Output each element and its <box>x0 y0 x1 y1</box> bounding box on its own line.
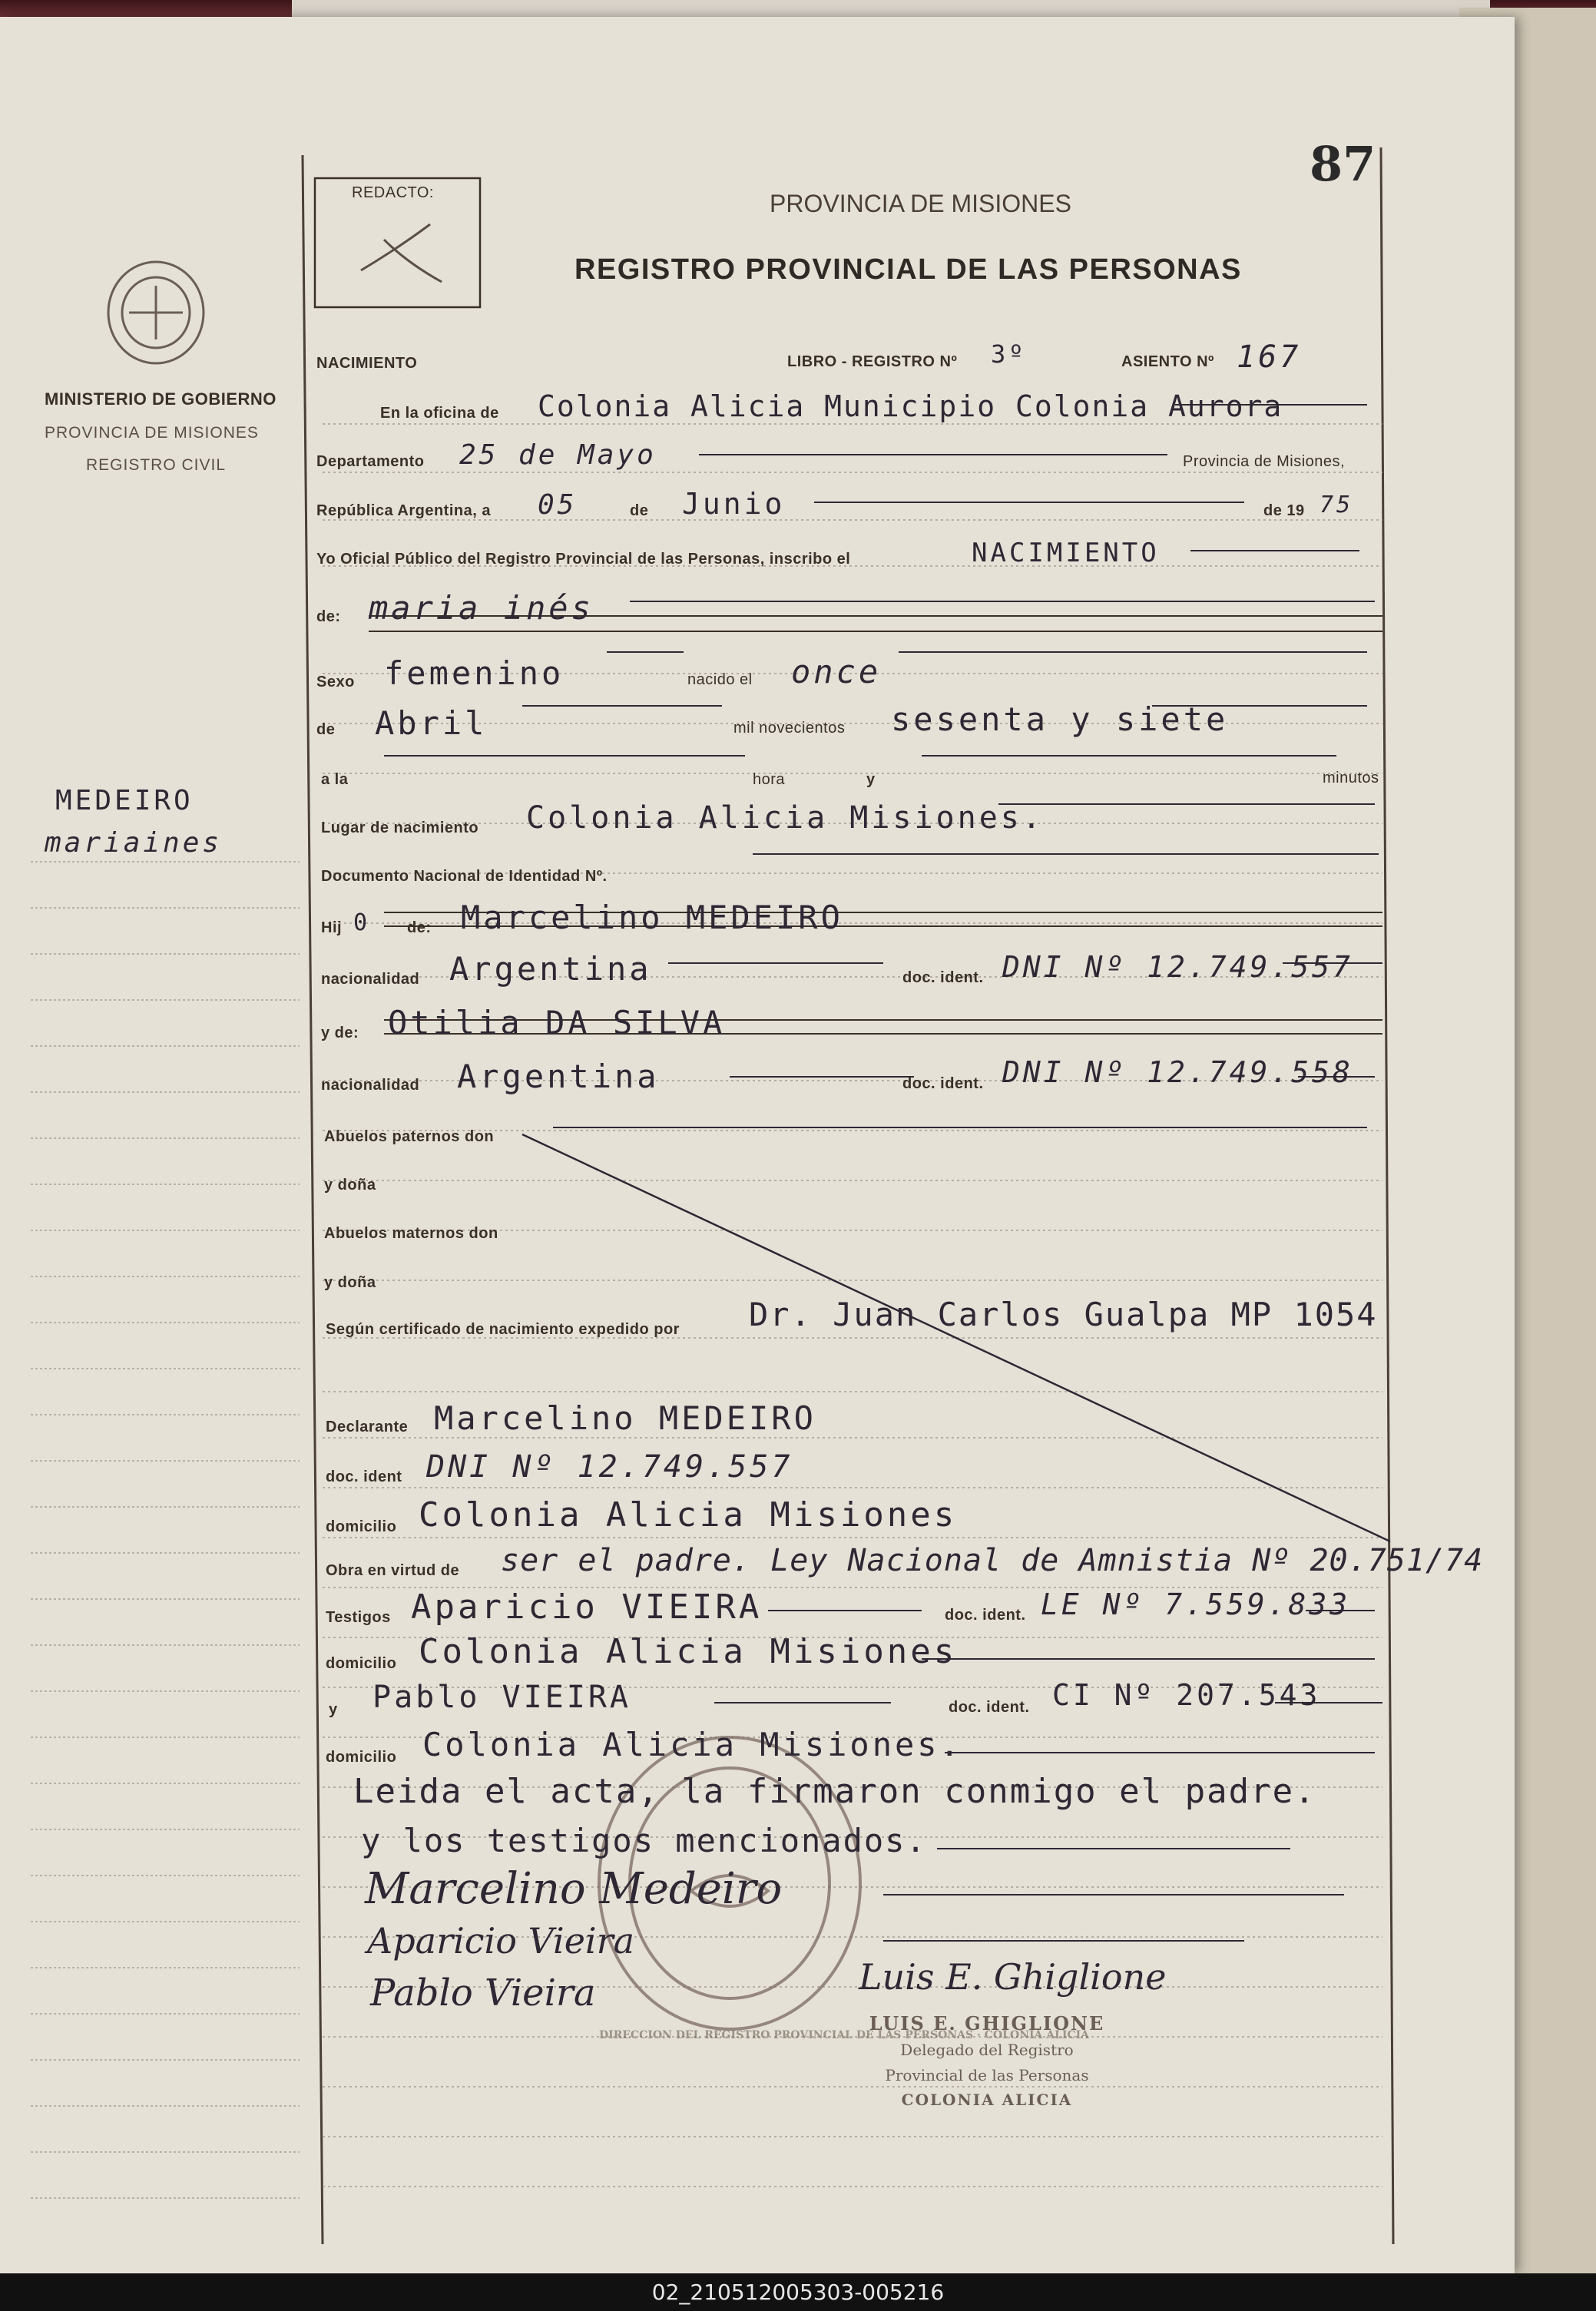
label-de-19: de 19 <box>1263 502 1305 519</box>
value-doc-declarante: DNI Nº 12.749.557 <box>426 1449 793 1485</box>
label-doc-madre: doc. ident. <box>902 1075 984 1092</box>
sidebar-ministerio: MINISTERIO DE GOBIERNO <box>45 389 276 409</box>
label-sexo: Sexo <box>316 674 355 690</box>
signature-testigo1: Aparicio Vieira <box>367 1920 635 1962</box>
stamp-line1: Delegado del Registro <box>900 2041 1074 2059</box>
value-dia-nac: once <box>791 653 882 690</box>
label-declarante: Declarante <box>326 1419 409 1435</box>
label-testigos: Testigos <box>326 1609 391 1626</box>
value-anio: 75 <box>1320 492 1354 518</box>
value-libro: 3º <box>991 339 1027 369</box>
value-acta-tipo: NACIMIENTO <box>972 538 1160 568</box>
label-segun-certificado: Según certificado de nacimiento expedido por <box>326 1321 680 1338</box>
label-asiento: ASIENTO Nº <box>1121 353 1214 370</box>
stamp-line3: COLONIA ALICIA <box>901 2091 1073 2109</box>
value-anio-nac: sesenta y siete <box>891 700 1229 738</box>
signature-oficial: Luis E. Ghiglione <box>859 1956 1167 1998</box>
value-doc-madre: DNI Nº 12.749.558 <box>1002 1055 1353 1089</box>
label-de-mes-nac: de <box>316 721 336 738</box>
label-y-dona-1: y doña <box>324 1177 376 1194</box>
value-nac-padre: Argentina <box>449 950 652 988</box>
value-hijo-suffix: 0 <box>353 909 371 936</box>
sidebar-provincia: PROVINCIA DE MISIONES <box>45 424 259 442</box>
value-oficina: Colonia Alicia Municipio Colonia Aurora <box>538 389 1283 423</box>
signature-testigo2: Pablo Vieira <box>370 1972 596 2015</box>
label-domicilio-declarante: domicilio <box>326 1518 397 1535</box>
value-doc-padre: DNI Nº 12.749.557 <box>1002 950 1353 984</box>
value-sexo: femenino <box>384 654 565 692</box>
stamp-line2: Provincial de las Personas <box>885 2066 1089 2084</box>
footer-bar <box>0 2273 1596 2311</box>
margin-surname: MEDEIRO <box>55 785 194 816</box>
value-departamento: 25 de Mayo <box>459 439 657 471</box>
value-asiento: 167 <box>1237 339 1302 375</box>
file-id: 02_210512005303-005216 <box>651 2280 945 2305</box>
closing-line-2: y los testigos mencionados. <box>361 1822 927 1859</box>
label-lugar: Lugar de nacimiento <box>321 819 479 836</box>
value-doc-testigo2: CI Nº 207.543 <box>1052 1678 1321 1712</box>
value-mes-nac: Abril <box>375 704 488 742</box>
label-domicilio-testigo2: domicilio <box>326 1749 397 1766</box>
value-certificado: Dr. Juan Carlos Gualpa MP 1054 <box>749 1296 1378 1333</box>
label-republica: República Argentina, a <box>316 502 491 519</box>
label-domicilio-testigo1: domicilio <box>326 1655 397 1672</box>
sidebar-registro: REGISTRO CIVIL <box>86 456 227 474</box>
value-testigo2: Pablo VIEIRA <box>373 1680 631 1715</box>
value-obra: ser el padre. Ley Nacional de Amnistia Nº 20.751/74 <box>501 1543 1484 1578</box>
label-obra: Obra en virtud de <box>326 1562 460 1579</box>
label-abuelos-paternos: Abuelos paternos don <box>324 1128 495 1145</box>
label-provincia-misiones: Provincia de Misiones, <box>1183 453 1346 470</box>
label-nacionalidad-padre: nacionalidad <box>321 971 420 988</box>
label-nacionalidad-madre: nacionalidad <box>321 1077 420 1094</box>
value-domicilio-testigo1: Colonia Alicia Misiones <box>419 1632 958 1671</box>
label-hora: hora <box>753 771 786 788</box>
value-declarante: Marcelino MEDEIRO <box>434 1399 816 1437</box>
value-dia: 05 <box>538 489 578 521</box>
header-province: PROVINCIA DE MISIONES <box>770 190 1071 217</box>
label-mil-novecientos: mil novecientos <box>733 720 846 737</box>
label-a-la: a la <box>321 771 349 788</box>
label-y-hora: y <box>866 771 876 788</box>
label-de-nombre: de: <box>316 608 341 625</box>
value-nac-madre: Argentina <box>457 1058 660 1095</box>
header-registry: REGISTRO PROVINCIAL DE LAS PERSONAS <box>574 253 1242 286</box>
round-stamp-text: DIRECCION DEL REGISTRO PROVINCIAL DE LAS PERSONAS · COLONIA ALICIA <box>599 2029 1090 2041</box>
label-doc-padre: doc. ident. <box>902 969 984 986</box>
value-testigo1: Aparicio VIEIRA <box>411 1588 763 1627</box>
label-nacido-el: nacido el <box>687 671 753 688</box>
redacto-label: REDACTO: <box>352 184 434 201</box>
value-domicilio-testigo2: Colonia Alicia Misiones. <box>422 1726 962 1763</box>
label-minutos: minutos <box>1323 770 1379 786</box>
label-de-mes: de <box>630 502 649 519</box>
value-domicilio-declarante: Colonia Alicia Misiones <box>419 1495 958 1535</box>
closing-line-1: Leida el acta, la firmaron conmigo el padre. <box>353 1772 1316 1811</box>
value-doc-testigo1: LE Nº 7.559.833 <box>1041 1588 1351 1621</box>
label-y-de-madre: y de: <box>321 1025 359 1041</box>
stamp-name: LUIS E. GHIGLIONE <box>869 2012 1105 2035</box>
signature-padre: Marcelino Medeiro <box>365 1864 783 1914</box>
value-nombre: maria inés <box>369 589 594 627</box>
page-number: 87 <box>1310 136 1376 192</box>
label-departamento: Departamento <box>316 453 425 470</box>
label-doc-testigo1: doc. ident. <box>945 1607 1026 1624</box>
document-page <box>0 17 1515 2273</box>
value-lugar: Colonia Alicia Misiones. <box>526 800 1044 836</box>
label-oficina: En la oficina de <box>380 405 499 422</box>
label-nacimiento: NACIMIENTO <box>316 355 418 372</box>
value-madre: Otilia DA SILVA <box>388 1004 726 1041</box>
label-doc-declarante: doc. ident <box>326 1468 402 1485</box>
label-documento: Documento Nacional de Identidad Nº. <box>321 868 608 885</box>
label-libro: LIBRO - REGISTRO Nº <box>787 353 958 370</box>
value-padre: Marcelino MEDEIRO <box>461 899 843 936</box>
label-abuelos-maternos: Abuelos maternos don <box>324 1225 498 1242</box>
label-yo-oficial: Yo Oficial Público del Registro Provincial de las Personas, inscribo el <box>316 551 851 568</box>
label-de-padre: de: <box>407 919 432 936</box>
value-mes: Junio <box>682 487 786 521</box>
margin-given-name: mariaines <box>45 827 223 859</box>
label-doc-testigo2: doc. ident. <box>949 1699 1030 1716</box>
label-y-dona-2: y doña <box>324 1274 376 1291</box>
label-hij: Hij <box>321 919 343 936</box>
label-y-testigo2: y <box>329 1701 338 1718</box>
